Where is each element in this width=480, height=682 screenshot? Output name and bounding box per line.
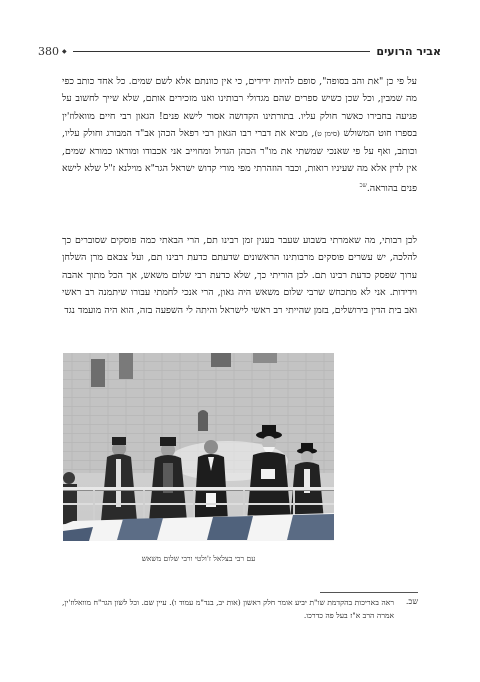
running-header [38, 42, 441, 60]
running-header-title: אביר הרועים [376, 44, 441, 58]
footnote-text: ראה באריכות בהקדמת שו"ת יביע אומר חלק ראשון (אות יב, בנד"מ עמוד ו). עיין שם. וכל לשון הגר"ח מוואלוז'ין, אמרה הרב א"ז בעל פה כדרכו. [62, 598, 394, 620]
paragraph-1-text-a: על פי כן "את והב בסופה", סופם להיות ידידים, כי אין כוונתם אלא לשם שמים. כל אחד כותב כפי מה שמבין, וכל שכן כשיש ספרים שהם מגדולי רבותינו ואנו מזכירים אותם, שלא שייך לחשוב על פגיעה בחבירו כאשר חולק עליו. בתורתינו הקדושה אסור לישא פנים! הגאון רבי חיים מוואלוז'ין בספרו חוט המשולש [62, 76, 417, 140]
paragraph-1-source-citation: (סימן ט) [314, 129, 340, 139]
photo-drawing [63, 353, 334, 541]
header-rule [73, 51, 371, 52]
footnote-separator [320, 592, 418, 593]
footnote-ref[interactable]: שכ [359, 182, 367, 190]
page-number-group [38, 45, 67, 58]
page-number: 380 [38, 44, 59, 58]
body-paragraph-2: לכן רבותי, מה שאמרתי בשבוע שעבר בענין זמן רבינו תם, הרי הבאתי כמה פוסקים שסוברים כך להלכה, יש עשרים פוסקים מרבותינו הראשונים שדעתם כדעת רבינו תם, ועל צבאם מרן השלחן ערוך שפסק כדעת רבינו תם. לכן הוריתי כך, שלא כדעת רבי שלום משאש, אך הכל מתוך אהבה וידידות. אני לא מתכחש שרבי שלום משאש היה גאון, הרי אנכי לחמתי עבורו שיתמנה רב ראשי ואב בית הדין בירושלים, בזמן שהייתי רב ראשי לישראל והיתה לי השפעה בזה, הוא היה מועמד נגד [62, 235, 417, 316]
photo-rabbis-at-ceremony [63, 353, 334, 541]
paragraph-1-text-b: , מביא את דברי רבו הגאון רבי רפאל הכהן אב"ד המבורג וחולק עליו, וכותב, ואף על פי שאנכי שמשתי את מו"ר הכהן הגדול ומחוייב אני אכבודו ומוראו כמורא שמים, אין לדין אלא מה שעיניו רואות, וכבר הוזהרתי מפי מורי קדוש ישראל הגר"א מוילנא ז"ל שלא לישא פנים בהוראה. [62, 128, 417, 195]
body-paragraph-1 [62, 73, 417, 198]
diamond-ornament-icon: ◆ [62, 47, 67, 55]
photo-caption: עם רבי בצלאל ז'ולטי ורבי שלום משאש [141, 554, 256, 563]
footnote-label: שכ. [405, 597, 418, 606]
